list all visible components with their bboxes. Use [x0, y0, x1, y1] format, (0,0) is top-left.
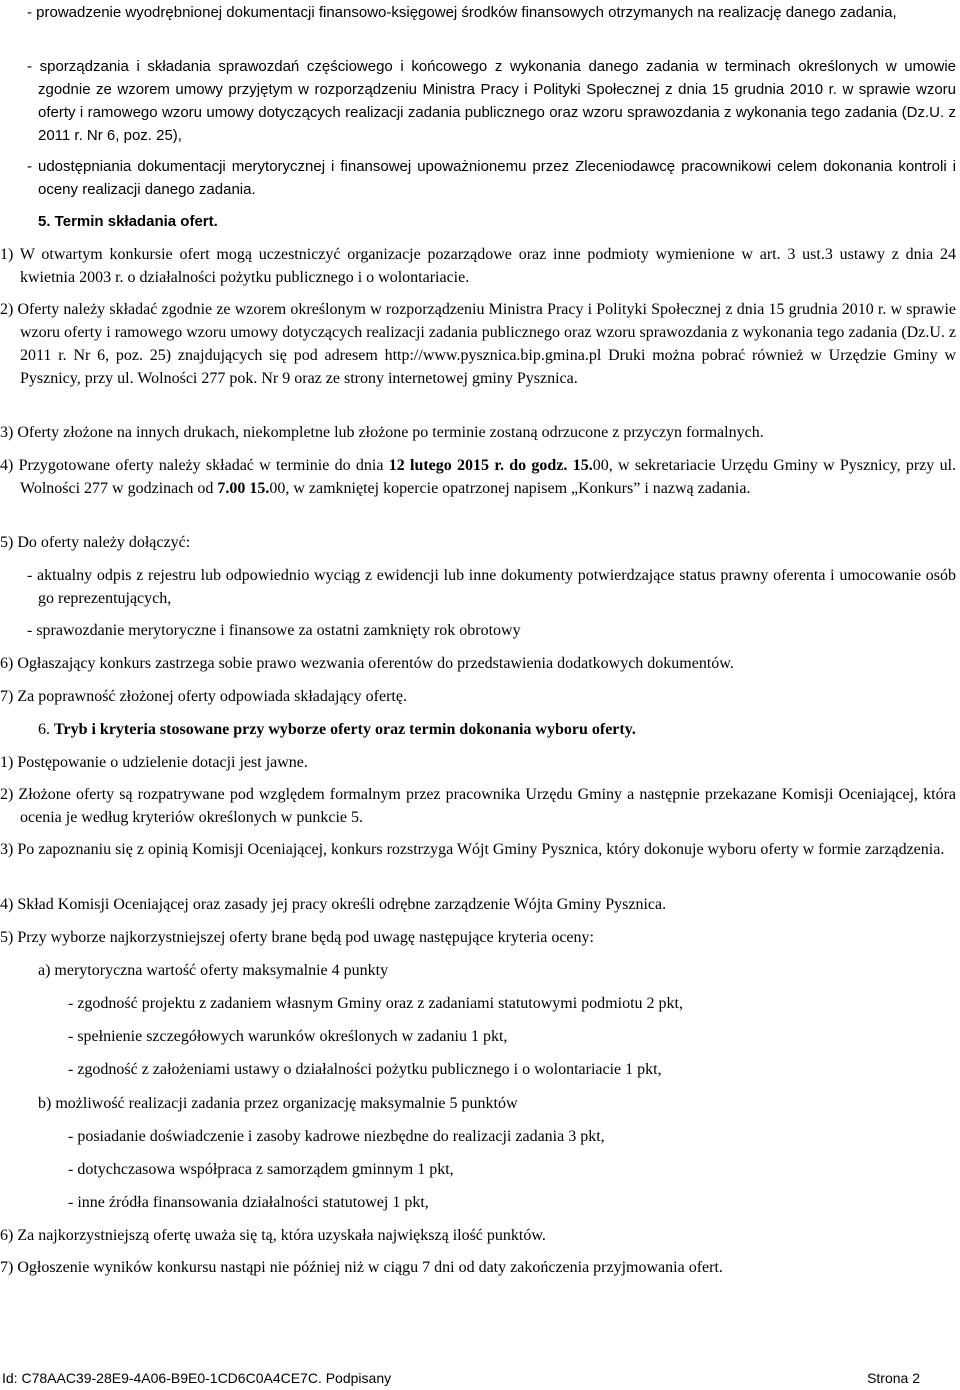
s6-item-5: 5) Przy wyborze najkorzystniejszej oferty brane będą pod uwagę następujące kryteria oceny:: [0, 929, 594, 946]
s6-item-3: 3) Po zapoznaniu się z opinią Komisji Oceniającej, konkurs rozstrzyga Wójt Gminy Pysznica, który dokonuje wyboru oferty w formie zarządzenia.: [0, 841, 945, 858]
item-3: 3) Oferty złożone na innych drukach, niekompletne lub złożone po terminie zostaną odrzucone z przyczyn formalnych.: [0, 424, 764, 441]
item-7: 7) Za poprawność złożonej oferty odpowiada składający ofertę.: [0, 688, 407, 705]
criterion-a: a) merytoryczna wartość oferty maksymalnie 4 punkty: [38, 962, 389, 979]
s6-item-6: 6) Za najkorzystniejszą ofertę uważa się tą, która uzyskała największą ilość punktów.: [0, 1227, 546, 1244]
page-number-footer: Strona 2: [867, 1370, 920, 1386]
bullet-prowadzenie: - prowadzenie wyodrębnionej dokumentacji finansowo-księgowej środków finansowych otrzymanych na realizację danego zadania,: [27, 4, 897, 21]
s6-item-7: 7) Ogłoszenie wyników konkursu nastąpi nie później niż w ciągu 7 dni od daty zakończenia przyjmowania ofert.: [0, 1259, 723, 1276]
criterion-a-1: - zgodność projektu z zadaniem własnym Gminy oraz z zadaniami statutowymi podmiotu 2 pkt,: [68, 995, 683, 1012]
attachment-odpis: - aktualny odpis z rejestru lub odpowiednio wyciąg z ewidencji lub inne dokumenty potwierdzające status prawny oferenta i umocowanie osób go reprezentujących,: [27, 567, 956, 607]
criterion-b-1: - posiadanie doświadczenie i zasoby kadrowe niezbędne do realizacji zadania 3 pkt,: [68, 1128, 605, 1145]
item-5: 5) Do oferty należy dołączyć:: [0, 534, 191, 551]
criterion-a-3: - zgodność z założeniami ustawy o działalności pożytku publicznego i o wolontariacie 1 pkt,: [68, 1061, 662, 1078]
s6-item-4: 4) Skład Komisji Oceniającej oraz zasady jej pracy określi odrębne zarządzenie Wójta Gminy Pysznica.: [0, 896, 667, 913]
attachment-sprawozdanie: - sprawozdanie merytoryczne i finansowe za ostatni zamknięty rok obrotowy: [27, 622, 521, 639]
bullet-udostepniania: - udostępniania dokumentacji merytorycznej i finansowej upoważnionemu przez Zleceniodawcę pracownikowi celem dokonania kontroli i oceny realizacji danego zadania.: [27, 158, 956, 198]
s6-item-1: 1) Postępowanie o udzielenie dotacji jest jawne.: [0, 754, 308, 771]
item-4: 4) Przygotowane oferty należy składać w terminie do dnia 12 lutego 2015 r. do godz. 15.00, w sekretariacie Urzędu Gminy w Pysznicy, przy ul. Wolności 277 w godzinach od 7.00 15.00, w zamkniętej kopercie opatrzonej napisem „Konkurs” i nazwą zadania.: [0, 457, 957, 497]
item-2: 2) Oferty należy składać zgodnie ze wzorem określonym w rozporządzeniu Ministra Pracy i Polityki Społecznej z dnia 15 grudnia 2010 r. w sprawie wzoru oferty i ramowego wzoru umowy dotyczących realizacji zadania publicznego oraz wzoru sprawozdania z wykonania tego zadania (Dz.U. z 2011 r. Nr 6, poz. 25) znajdujących się pod adresem http://www.pysznica.bip.gmina.pl Druki można pobrać również w Urzędzie Gminy w Pysznicy, przy ul. Wolności 277 pok. Nr 9 oraz ze strony internetowej gminy Pysznica.: [0, 301, 956, 387]
s6-item-2: 2) Złożone oferty są rozpatrywane pod względem formalnym przez pracownika Urzędu Gminy a następnie przekazane Komisji Oceniającej, która ocenia je według kryteriów określonych w punkcie 5.: [0, 786, 956, 826]
section-6-heading: 6. Tryb i kryteria stosowane przy wyborze oferty oraz termin dokonania wyboru oferty.: [38, 721, 636, 738]
item-1: 1) W otwartym konkursie ofert mogą uczestniczyć organizacje pozarządowe oraz inne podmioty wymienione w art. 3 ust.3 ustawy z dnia 24 kwietnia 2003 r. o działalności pożytku publicznego i o wolontariacie.: [0, 246, 956, 286]
section-5-heading: 5. Termin składania ofert.: [38, 213, 218, 230]
criterion-b-2: - dotychczasowa współpraca z samorządem gminnym 1 pkt,: [68, 1161, 454, 1178]
criterion-a-2: - spełnienie szczegółowych warunków określonych w zadaniu 1 pkt,: [68, 1028, 508, 1045]
bullet-sprawozdania: - sporządzania i składania sprawozdań częściowego i końcowego z wykonania danego zadania w terminach określonych w umowie zgodnie ze wzorem umowy przyjętym w rozporządzeniu Ministra Pracy i Polityki Społecznej z dnia 15 grudnia 2010 r. w sprawie wzoru oferty i ramowego wzoru umowy dotyczących realizacji zadania publicznego oraz wzoru sprawozdania z wykonania tego zadania (Dz.U. z 2011 r. Nr 6, poz. 25),: [27, 58, 956, 144]
criterion-b: b) możliwość realizacji zadania przez organizację maksymalnie 5 punktów: [38, 1095, 518, 1112]
document-id-footer: Id: C78AAC39-28E9-4A06-B9E0-1CD6C0A4CE7C. Podpisany: [2, 1370, 392, 1386]
item-6: 6) Ogłaszający konkurs zastrzega sobie prawo wezwania oferentów do przedstawienia dodatkowych dokumentów.: [0, 655, 734, 672]
criterion-b-3: - inne źródła finansowania działalności statutowej 1 pkt,: [68, 1194, 429, 1211]
